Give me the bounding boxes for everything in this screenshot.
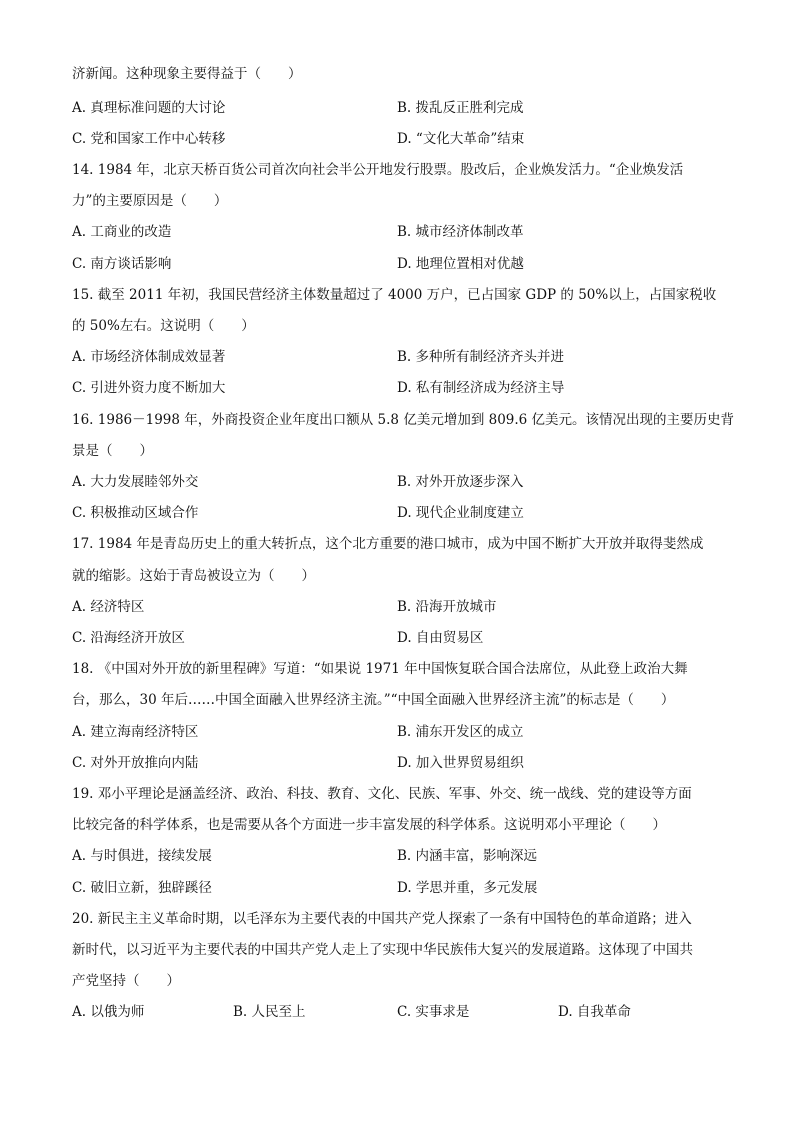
q20-option-a: A. 以俄为师 — [72, 1004, 145, 1020]
q17-option-b: B. 沿海开放城市 — [397, 599, 497, 615]
q19-option-b: B. 内涵丰富，影响深远 — [397, 848, 538, 864]
q17-option-d: D. 自由贸易区 — [397, 630, 484, 646]
question-19-stem-line-1: 19. 邓小平理论是涵盖经济、政治、科技、教育、文化、民族、军事、外交、统一战线、党的建设等方面 — [72, 786, 692, 802]
q14-option-a: A. 工商业的改造 — [72, 224, 172, 240]
q19-option-d: D. 学思并重，多元发展 — [397, 880, 538, 896]
q14-option-d: D. 地理位置相对优越 — [397, 256, 524, 272]
q20-option-d: D. 自我革命 — [558, 1004, 631, 1020]
question-16-stem-line-1: 16. 1986－1998 年，外商投资企业年度出口额从 5.8 亿美元增加到 809.6 亿美元。该情况出现的主要历史背 — [72, 412, 735, 428]
q18-option-b: B. 浦东开发区的成立 — [397, 724, 524, 740]
q20-option-c: C. 实事求是 — [397, 1004, 470, 1020]
q16-option-c: C. 积极推动区域合作 — [72, 505, 199, 521]
q17-option-c: C. 沿海经济开放区 — [72, 630, 185, 646]
question-20-stem-line-2: 新时代，以习近平为主要代表的中国共产党人走上了实现中华民族伟大复兴的发展道路。这体现了中国共 — [72, 942, 693, 958]
q16-option-a: A. 大力发展睦邻外交 — [72, 474, 199, 490]
q13-option-d: D. “文化大革命”结束 — [397, 131, 525, 147]
question-18-stem-line-1: 18. 《中国对外开放的新里程碑》写道：“如果说 1971 年中国恢复联合国合法席位，从此登上政治大舞 — [72, 661, 688, 677]
q19-option-a: A. 与时俱进，接续发展 — [72, 848, 212, 864]
q18-option-a: A. 建立海南经济特区 — [72, 724, 199, 740]
q17-option-a: A. 经济特区 — [72, 599, 145, 615]
question-17-stem-line-2: 就的缩影。这始于青岛被设立为（ ） — [72, 568, 315, 584]
q14-option-c: C. 南方谈话影响 — [72, 256, 172, 272]
q13-option-c: C. 党和国家工作中心转移 — [72, 131, 226, 147]
question-15-stem-line-1: 15. 截至 2011 年初，我国民营经济主体数量超过了 4000 万户，已占国家 GDP 的 50%以上，占国家税收 — [72, 287, 717, 303]
q20-option-b: B. 人民至上 — [233, 1004, 306, 1020]
question-19-stem-line-2: 比较完备的科学体系，也是需要从各个方面进一步丰富发展的科学体系。这说明邓小平理论（ ） — [72, 817, 666, 833]
q16-option-d: D. 现代企业制度建立 — [397, 505, 524, 521]
question-20-stem-line-3: 产党坚持（ ） — [72, 973, 180, 989]
q15-option-c: C. 引进外资力度不断加大 — [72, 380, 226, 396]
question-14-stem-line-2: 力”的主要原因是（ ） — [72, 193, 228, 209]
q16-option-b: B. 对外开放逐步深入 — [397, 474, 524, 490]
question-18-stem-line-2: 台，那么，30 年后……中国全面融入世界经济主流。”“中国全面融入世界经济主流”的标志是（ ） — [72, 692, 675, 708]
question-17-stem-line-1: 17. 1984 年是青岛历史上的重大转折点，这个北方重要的港口城市，成为中国不断扩大开放并取得斐然成 — [72, 536, 704, 552]
q15-option-d: D. 私有制经济成为经济主导 — [397, 380, 565, 396]
q15-option-b: B. 多种所有制经济齐头并进 — [397, 349, 565, 365]
q13-option-b: B. 拨乱反正胜利完成 — [397, 100, 524, 116]
q18-option-c: C. 对外开放推向内陆 — [72, 755, 199, 771]
q19-option-c: C. 破旧立新，独辟蹊径 — [72, 880, 212, 896]
q14-option-b: B. 城市经济体制改革 — [397, 224, 524, 240]
q15-option-a: A. 市场经济体制成效显著 — [72, 349, 226, 365]
question-13-stem-line: 济新闻。这种现象主要得益于（ ） — [72, 66, 302, 82]
question-14-stem-line-1: 14. 1984 年，北京天桥百货公司首次向社会半公开地发行股票。股改后，企业焕发活力。“企业焕发活 — [72, 162, 684, 178]
question-20-stem-line-1: 20. 新民主主义革命时期，以毛泽东为主要代表的中国共产党人探索了一条有中国特色的革命道路；进入 — [72, 911, 692, 927]
question-15-stem-line-2: 的 50%左右。这说明（ ） — [72, 318, 255, 334]
question-16-stem-line-2: 景是（ ） — [72, 443, 153, 459]
q18-option-d: D. 加入世界贸易组织 — [397, 755, 524, 771]
q13-option-a: A. 真理标准问题的大讨论 — [72, 100, 226, 116]
